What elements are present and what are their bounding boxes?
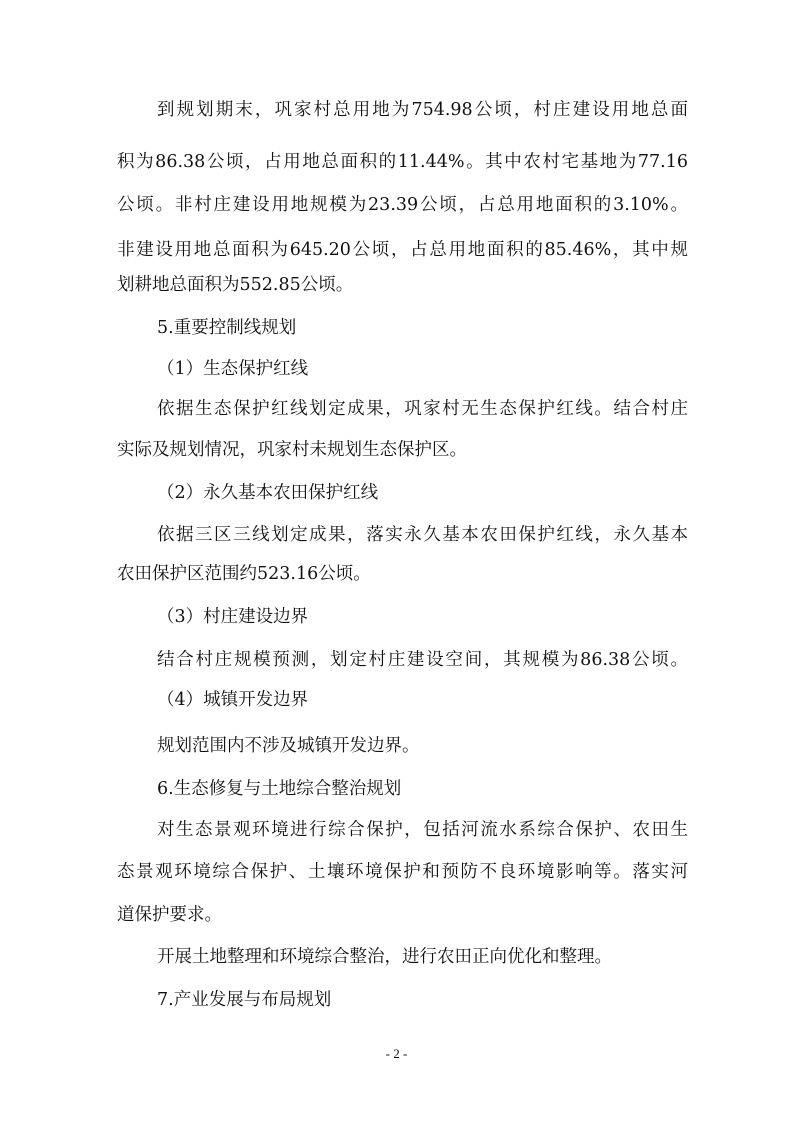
body-text-line: 公顷。非村庄建设用地规模为23.39公顷，占总用地面积的3.10%。 [117,195,688,215]
subsection-heading: （1）生态保护红线 [157,359,309,379]
body-text-line: 积为86.38公顷，占用地总面积的11.44%。其中农村宅基地为77.16 [117,152,688,172]
body-text-line: 划耕地总面积为552.85公顷。 [117,275,354,295]
body-text-line: 到规划期末，巩家村总用地为754.98公顷，村庄建设用地总面 [157,100,688,120]
body-text-line: 对生态景观环境进行综合保护，包括河流水系综合保护、农田生 [157,820,688,840]
page-number: - 2 - [385,1046,408,1061]
body-text-line: 实际及规划情况，巩家村未规划生态保护区。 [117,440,467,460]
body-text-line: 规划范围内不涉及城镇开发边界。 [157,736,420,756]
section-heading: 6.生态修复与土地综合整治规划 [157,779,402,799]
body-text-line: 依据三区三线划定成果，落实永久基本农田保护红线，永久基本 [157,525,688,545]
body-text-line: 态景观环境综合保护、土壤环境保护和预防不良环境影响等。落实河 [117,862,688,882]
subsection-heading: （4）城镇开发边界 [157,690,309,710]
body-text-line: 非建设用地总面积为645.20公顷，占总用地面积的85.46%，其中规 [117,240,688,260]
section-heading: 5.重要控制线规划 [157,318,297,338]
body-text-line: 农田保护区范围约523.16公顷。 [117,564,371,584]
body-text-line: 依据生态保护红线划定成果，巩家村无生态保护红线。结合村庄 [157,399,688,419]
section-heading: 7.产业发展与布局规划 [157,990,332,1010]
body-text-line: 道保护要求。 [117,905,222,925]
body-text-line: 开展土地整理和环境综合整治，进行农田正向优化和整理。 [157,947,612,967]
body-text-line: 结合村庄规模预测，划定村庄建设空间，其规模为86.38公顷。 [157,650,688,670]
subsection-heading: （3）村庄建设边界 [157,607,309,627]
subsection-heading: （2）永久基本农田保护红线 [157,483,379,503]
